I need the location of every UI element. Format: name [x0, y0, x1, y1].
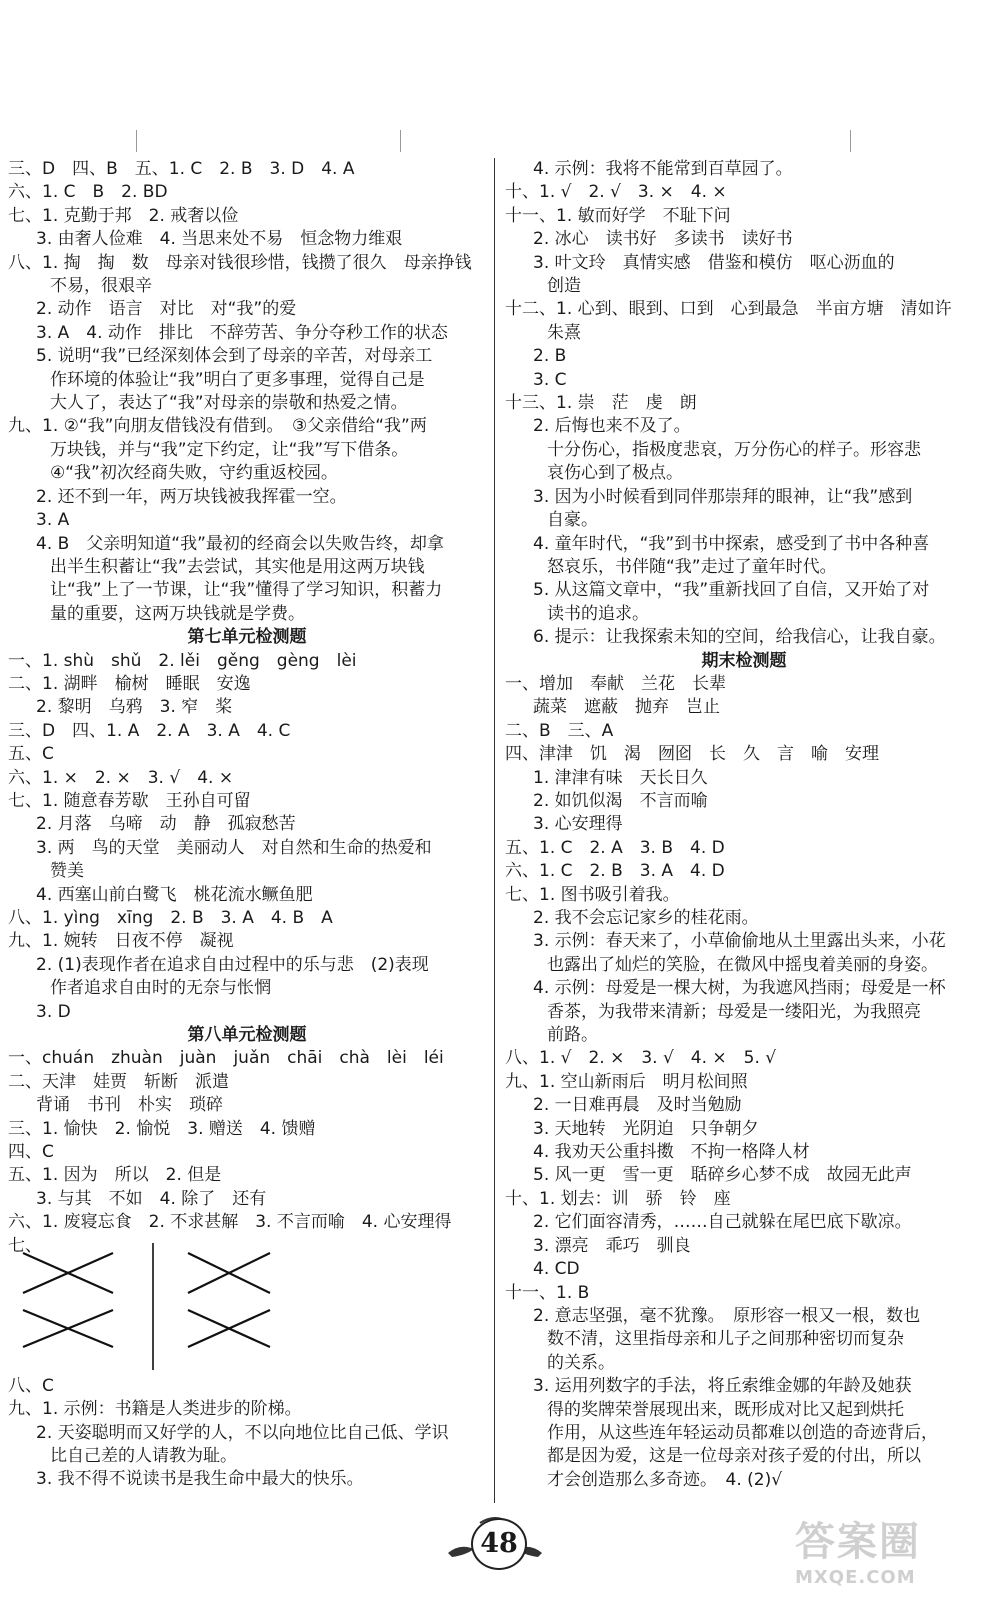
answer-line: 都是因为爱，这是一位母亲对孩子爱的付出，所以: [547, 1446, 921, 1467]
answer-line: 2. 一日难再晨 及时当勉励: [533, 1095, 742, 1116]
answer-line: 3. 示例：春天来了，小草偷偷地从土里露出头来，小花: [533, 931, 946, 952]
answer-line: 4. B 父亲明知道“我”最初的经商会以失败告终，却拿: [36, 533, 444, 554]
answer-line: 5. 说明“我”已经深刻体会到了母亲的辛苦，对母亲工: [36, 346, 433, 367]
crop-mark: [850, 130, 851, 152]
answer-line: 2. 如饥似渴 不言而喻: [533, 790, 708, 811]
answer-line: 四、C: [8, 1142, 54, 1163]
answer-line: 七、1. 克勤于邦 2. 戒奢以俭: [8, 205, 239, 226]
crop-mark: [400, 130, 401, 152]
answer-line: 三、1. 愉快 2. 愉悦 3. 赠送 4. 馈赠: [8, 1118, 316, 1139]
answer-line: 2. 还不到一年，两万块钱被我挥霍一空。: [36, 486, 347, 507]
answer-line: 八、1. 掏 掏 数 母亲对钱很珍惜，钱攒了很久 母亲挣钱: [8, 252, 472, 273]
answer-line: 三、D 四、1. A 2. A 3. A 4. C: [8, 720, 291, 741]
left-column: [8, 158, 486, 1492]
answer-line: 3. A: [36, 510, 70, 531]
section-heading: 第七单元检测题: [187, 627, 307, 648]
answer-line: 十、1. 划去：训 骄 铃 座: [505, 1188, 731, 1209]
section-heading: 期末检测题: [701, 650, 787, 671]
answer-line: 3. 天地转 光阴迫 只争朝夕: [533, 1118, 759, 1139]
answer-line: 才会创造那么多奇迹。 4. (2)√: [547, 1469, 783, 1490]
answer-line: 4. 示例：母爱是一棵大树，为我遮风挡雨；母爱是一杯: [533, 978, 946, 999]
answer-line: 3. 心安理得: [533, 814, 623, 835]
answer-line: 三、D 四、B 五、1. C 2. B 3. D 4. A: [8, 159, 355, 179]
answer-line: 背诵 书刊 朴实 琐碎: [36, 1095, 223, 1116]
matching-label: 七、: [8, 1235, 42, 1256]
answer-line: 赞美: [50, 861, 84, 882]
answer-line: 3. 两 鸟的天堂 美丽动人 对自然和生命的热爱和: [36, 837, 432, 858]
answer-line: 3. 与其 不如 4. 除了 还有: [36, 1188, 267, 1209]
answer-line: 九、1. 婉转 日夜不停 凝视: [8, 931, 234, 952]
answer-line: 九、1. ②“我”向朋友借钱没有借到。 ③父亲借给“我”两: [8, 416, 427, 437]
answer-line: 二、天津 娃贾 斩断 派遣: [8, 1071, 229, 1092]
answer-line: 2. 月落 乌啼 动 静 孤寂愁苦: [36, 814, 296, 835]
answer-line: 六、1. 废寝忘食 2. 不求甚解 3. 不言而喻 4. 心安理得: [8, 1212, 452, 1233]
answer-line: 量的重要，这两万块钱就是学费。: [50, 603, 305, 624]
answer-line: 二、B 三、A: [505, 720, 614, 741]
answer-line: 4. 我劝天公重抖擞 不拘一格降人材: [533, 1142, 810, 1163]
answer-line: 4. 西塞山前白鹭飞 桃花流水鳜鱼肥: [36, 884, 313, 905]
answer-line: 2. 它们面容清秀，……自己就躲在尾巴底下歇凉。: [533, 1212, 912, 1233]
answer-line: 哀伤心到了极点。: [547, 463, 683, 484]
answer-line: 七、1. 随意春芳歇 王孙自可留: [8, 790, 251, 811]
answer-line: 读书的追求。: [547, 603, 649, 624]
answer-line: 二、1. 湖畔 榆树 睡眠 安逸: [8, 673, 251, 694]
answer-line: 九、1. 示例：书籍是人类进步的阶梯。: [8, 1399, 302, 1420]
answer-line: 出半生积蓄让“我”去尝试，其实他是用这两万块钱: [50, 556, 425, 577]
section-heading: 第八单元检测题: [187, 1025, 307, 1046]
answer-line: 十分伤心，指极度悲哀，万分伤心的样子。形容悲: [547, 439, 921, 460]
answer-line: 3. 我不得不说读书是我生命中最大的快乐。: [36, 1469, 364, 1490]
crop-mark: [136, 130, 137, 152]
answer-line: 3. A 4. 动作 排比 不辞劳苦、争分夺秒工作的状态: [36, 322, 448, 343]
answer-line: 创造: [547, 276, 581, 297]
answer-line: 1. 津津有味 天长日久: [533, 767, 708, 788]
answer-line: 四、津津 饥 渴 囫囵 长 久 言 喻 安理: [505, 744, 879, 765]
answer-line: 作用，从这些连年轻运动员都难以创造的奇迹背后，: [547, 1422, 938, 1443]
answer-line: 5. 从这篇文章中，“我”重新找回了自信，又开始了对: [533, 580, 930, 601]
answer-line: 5. 风一更 雪一更 聒碎乡心梦不成 故园无此声: [533, 1165, 912, 1186]
column-divider: [494, 158, 495, 1503]
answer-line: 五、C: [8, 744, 54, 765]
watermark-text: 答案圈: [795, 1519, 921, 1565]
answer-line: 蔬菜 遮蔽 抛弃 岂止: [533, 697, 720, 718]
answer-line: 2. 我不会忘记家乡的桂花雨。: [533, 908, 759, 928]
answer-line: 2. 冰心 读书好 多读书 读好书: [533, 229, 793, 250]
answer-line: 前路。: [547, 1025, 598, 1046]
answer-line: 作环境的体验让“我”明白了更多事理，觉得自己是: [50, 369, 425, 390]
answer-line: 3. 由奢人俭难 4. 当思来处不易 恒念物力维艰: [36, 229, 403, 250]
answer-line: 八、C: [8, 1375, 54, 1396]
answer-line: 十一、1. B: [505, 1282, 590, 1303]
answer-line: 十一、1. 敏而好学 不耻下问: [505, 205, 731, 226]
answer-line: 不易，很艰辛: [50, 276, 152, 297]
answer-line: 比自己差的人请教为耻。: [50, 1445, 237, 1466]
page-number: 48: [471, 1518, 527, 1570]
answer-line: 2. B: [533, 346, 567, 367]
answer-line: 十、1. √ 2. √ 3. × 4. ×: [505, 182, 727, 203]
answer-line: 一、增加 奉献 兰花 长辈: [505, 673, 726, 694]
answer-line: 6. 提示：让我探索未知的空间，给我信心，让我自豪。: [533, 627, 946, 648]
answer-line: 4. 示例：我将不能常到百草园了。: [533, 159, 793, 179]
answer-line: 怒哀乐，书伴随“我”走过了童年时代。: [547, 556, 837, 577]
answer-line: ④“我”初次经商失败，守约重返校园。: [50, 463, 338, 484]
answer-line: 2. 后悔也来不及了。: [533, 416, 691, 437]
answer-line: 2. 动作 语言 对比 对“我”的爱: [36, 299, 297, 320]
answer-line: 也露出了灿烂的笑脸，在微风中摇曳着美丽的身姿。: [547, 954, 938, 975]
watermark-logo: [795, 1510, 985, 1590]
answer-line: 六、1. C 2. B 3. A 4. D: [505, 861, 725, 882]
answer-line: 2. (1)表现作者在追求自由过程中的乐与悲 (2)表现: [36, 954, 429, 975]
answer-line: 3. 运用列数字的手法，将丘索维金娜的年龄及她获: [533, 1376, 912, 1397]
answer-line: 八、1. yìng xīng 2. B 3. A 4. B A: [8, 908, 333, 928]
answer-line: 得的奖牌荣誉展现出来，既形成对比又起到烘托: [547, 1399, 904, 1420]
answer-line: 十三、1. 崇 茫 虔 朗: [505, 393, 697, 414]
answer-line: 自豪。: [547, 510, 598, 531]
answer-line: 六、1. × 2. × 3. √ 4. ×: [8, 767, 234, 788]
answer-line: 2. 黎明 乌鸦 3. 窄 桨: [36, 697, 233, 718]
answer-line: 4. CD: [533, 1259, 580, 1280]
answer-line: 3. 因为小时候看到同伴那崇拜的眼神，让“我”感到: [533, 486, 913, 507]
answer-line: 2. 天姿聪明而又好学的人，不以向地位比自己低、学识: [36, 1422, 449, 1443]
answer-line: 五、1. 因为 所以 2. 但是: [8, 1165, 222, 1186]
answer-line: 作者追求自由时的无奈与怅惘: [50, 978, 271, 999]
answer-line: 数不清，这里指母亲和儿子之间那种密切而复杂: [547, 1329, 904, 1350]
answer-line: 3. D: [36, 1001, 71, 1022]
answer-line: 3. 漂亮 乖巧 驯良: [533, 1235, 691, 1256]
right-column: [505, 158, 983, 1492]
watermark-url: MXQE.COM: [795, 1567, 916, 1588]
answer-line: 万块钱，并与“我”定下约定，让“我”写下借条。: [50, 439, 409, 460]
answer-line: 3. C: [533, 369, 567, 390]
answer-line: 的关系。: [547, 1352, 615, 1373]
answer-line: 十二、1. 心到、眼到、口到 心到最急 半亩方塘 清如许: [505, 299, 952, 320]
answer-line: 五、1. C 2. A 3. B 4. D: [505, 837, 725, 858]
answer-line: 3. 叶文玲 真情实感 借鉴和模仿 呕心沥血的: [533, 252, 895, 273]
answer-line: 一、chuán zhuàn juàn juǎn chāi chà lèi léi: [8, 1048, 444, 1069]
answer-line: 朱熹: [547, 322, 581, 343]
answer-line: 4. 童年时代，“我”到书中探索，感受到了书中各种喜: [533, 533, 930, 554]
answer-line: 大人了，表达了“我”对母亲的崇敬和热爱之情。: [50, 393, 408, 414]
answer-line: 九、1. 空山新雨后 明月松间照: [505, 1071, 748, 1092]
matching-diagram: [8, 1235, 486, 1375]
answer-line: 让“我”上了一节课，让“我”懂得了学习知识，积蓄力: [50, 580, 443, 601]
answer-line: 一、1. shù shǔ 2. lěi gěng gèng lèi: [8, 650, 357, 671]
answer-line: 2. 意志坚强，毫不犹豫。 原形容一根又一根，数也: [533, 1305, 921, 1326]
answer-line: 八、1. √ 2. × 3. √ 4. × 5. √: [505, 1048, 777, 1069]
answer-line: 六、1. C B 2. BD: [8, 182, 168, 203]
answer-line: 香茶，为我带来清新；母爱是一缕阳光，为我照亮: [547, 1001, 921, 1022]
answer-line: 七、1. 图书吸引着我。: [505, 884, 680, 905]
